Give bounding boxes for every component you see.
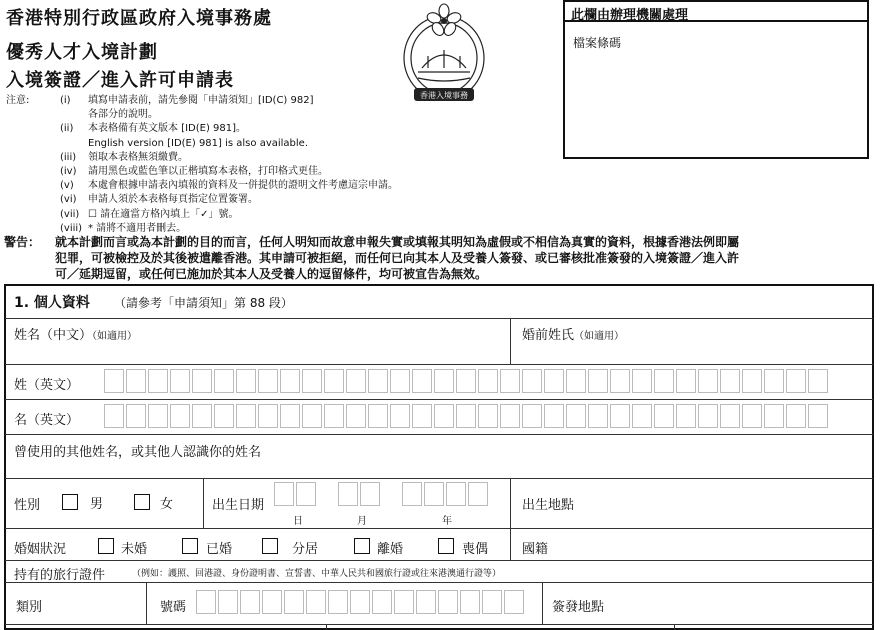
dob-cell[interactable]: [274, 482, 294, 506]
widowed-label: 喪偶: [462, 542, 489, 557]
row-divider: [5, 318, 873, 319]
character-cell[interactable]: [192, 404, 212, 428]
character-cell[interactable]: [522, 369, 542, 393]
character-cell[interactable]: [240, 590, 260, 614]
character-cell[interactable]: [412, 404, 432, 428]
dob-cell[interactable]: [446, 482, 466, 506]
document-number-field[interactable]: [196, 590, 526, 614]
dept-title: 香港特別行政區政府入境事務處: [6, 8, 272, 29]
column-divider: [674, 624, 675, 630]
character-cell[interactable]: [192, 369, 212, 393]
character-cell[interactable]: [566, 404, 586, 428]
character-cell[interactable]: [302, 369, 322, 393]
month-label: 月: [357, 516, 367, 527]
character-cell[interactable]: [394, 590, 414, 614]
note-item: (vi) 申請人須於本表格每頁指定位置簽署。: [60, 194, 258, 206]
character-cell[interactable]: [258, 369, 278, 393]
character-cell[interactable]: [302, 404, 322, 428]
dob-cell[interactable]: [338, 482, 358, 506]
column-divider: [146, 582, 147, 624]
character-cell[interactable]: [236, 404, 256, 428]
character-cell[interactable]: [390, 404, 410, 428]
character-cell[interactable]: [280, 404, 300, 428]
document-type-label: 類別: [16, 600, 43, 615]
character-cell[interactable]: [258, 404, 278, 428]
given-name-english-label: 名（英文）: [14, 413, 80, 428]
character-cell[interactable]: [720, 369, 740, 393]
character-cell[interactable]: [324, 369, 344, 393]
character-cell[interactable]: [654, 369, 674, 393]
female-checkbox[interactable]: [134, 494, 150, 510]
character-cell[interactable]: [654, 404, 674, 428]
dob-label: 出生日期: [212, 498, 265, 513]
character-cell[interactable]: [698, 369, 718, 393]
dob-year-field[interactable]: [402, 482, 490, 506]
character-cell[interactable]: [214, 369, 234, 393]
male-label: 男: [90, 497, 104, 512]
character-cell[interactable]: [328, 590, 348, 614]
surname-english-label: 姓（英文）: [14, 378, 80, 393]
column-divider: [510, 478, 511, 560]
female-label: 女: [160, 497, 174, 512]
column-divider: [542, 582, 543, 624]
file-barcode-label: 檔案條碼: [573, 36, 622, 50]
marital-status-label: 婚姻狀況: [14, 542, 67, 557]
character-cell[interactable]: [808, 369, 828, 393]
male-checkbox[interactable]: [62, 494, 78, 510]
character-cell[interactable]: [566, 369, 586, 393]
character-cell[interactable]: [368, 369, 388, 393]
character-cell[interactable]: [170, 369, 190, 393]
sex-label: 性別: [14, 498, 41, 513]
character-cell[interactable]: [368, 404, 388, 428]
character-cell[interactable]: [372, 590, 392, 614]
document-number-label: 號碼: [160, 600, 187, 615]
character-cell[interactable]: [764, 404, 784, 428]
place-of-birth-label: 出生地點: [522, 498, 575, 513]
surname-english-field[interactable]: [104, 369, 830, 393]
married-checkbox[interactable]: [182, 538, 198, 554]
character-cell[interactable]: [218, 590, 238, 614]
row-divider: [5, 582, 873, 583]
character-cell[interactable]: [306, 590, 326, 614]
character-cell[interactable]: [280, 369, 300, 393]
row-divider: [5, 528, 873, 529]
dob-cell[interactable]: [468, 482, 488, 506]
character-cell[interactable]: [610, 369, 630, 393]
character-cell[interactable]: [460, 590, 480, 614]
dob-day-field[interactable]: [274, 482, 318, 506]
place-of-issue-label: 簽發地點: [552, 600, 605, 615]
column-divider: [326, 624, 327, 630]
separated-checkbox[interactable]: [262, 538, 278, 554]
row-divider: [5, 560, 873, 561]
chinese-name-label: 姓名（中文）（如適用）: [14, 328, 138, 343]
separated-label: 分居: [292, 542, 319, 557]
character-cell[interactable]: [262, 590, 282, 614]
character-cell[interactable]: [500, 404, 520, 428]
character-cell[interactable]: [632, 404, 652, 428]
character-cell[interactable]: [478, 369, 498, 393]
warning-text: 就本計劃而言或為本計劃的目的而言，任何人明知而故意申報失實或填報其明知為虛假或不相信為真實的資料，根據香港法例即屬 犯罪，可被檢控及於其後被遣離香港。其申請可被拒絕，而任何已向其本人及受養人簽發、或已審核批准簽發的入境簽證／進入許 可／延期逗留，或任何已施加於其本人及受養人的逗留條件，均可被宣告為無效。: [55, 235, 740, 281]
note-item: (ii) 本表格備有英文版本 [ID(E) 981]。 English version [ID(E) 981] is also available.: [60, 123, 309, 149]
character-cell[interactable]: [478, 404, 498, 428]
note-item: (viii) * 請將不適用者刪去。: [60, 222, 187, 234]
office-use-box: [563, 0, 869, 159]
dob-month-field[interactable]: [338, 482, 382, 506]
character-cell[interactable]: [786, 369, 806, 393]
widowed-checkbox[interactable]: [438, 538, 454, 554]
notes-label: 注意:: [6, 95, 30, 106]
section-title: 1. 個人資料: [14, 295, 90, 311]
row-divider: [5, 434, 873, 435]
row-divider: [5, 624, 873, 625]
character-cell[interactable]: [742, 369, 762, 393]
character-cell[interactable]: [764, 369, 784, 393]
scheme-title: 優秀人才入境計劃: [6, 42, 158, 63]
immigration-emblem-icon: [398, 2, 490, 108]
dob-cell[interactable]: [296, 482, 316, 506]
form-title: 入境簽證／進入許可申請表: [6, 70, 234, 91]
character-cell[interactable]: [170, 404, 190, 428]
character-cell[interactable]: [456, 369, 476, 393]
character-cell[interactable]: [742, 404, 762, 428]
other-names-label: 曾使用的其他姓名，或其他人認識你的姓名: [14, 445, 262, 460]
character-cell[interactable]: [698, 404, 718, 428]
nationality-label: 國籍: [522, 542, 549, 557]
column-divider: [510, 318, 511, 364]
character-cell[interactable]: [786, 404, 806, 428]
character-cell[interactable]: [720, 404, 740, 428]
character-cell[interactable]: [324, 404, 344, 428]
character-cell[interactable]: [350, 590, 370, 614]
single-label: 未婚: [121, 542, 148, 557]
character-cell[interactable]: [148, 369, 168, 393]
note-item: (iv) 請用黑色或藍色筆以正楷填寫本表格，打印格式更佳。: [60, 166, 328, 178]
character-cell[interactable]: [214, 404, 234, 428]
character-cell[interactable]: [196, 590, 216, 614]
character-cell[interactable]: [438, 590, 458, 614]
character-cell[interactable]: [676, 404, 696, 428]
married-label: 已婚: [206, 542, 233, 557]
character-cell[interactable]: [126, 369, 146, 393]
character-cell[interactable]: [416, 590, 436, 614]
character-cell[interactable]: [482, 590, 502, 614]
divorced-label: 離婚: [377, 542, 404, 557]
note-item: (v) 本處會根據申請表內填報的資料及一併提供的證明文件考慮這宗申請。: [60, 180, 398, 192]
maiden-name-label: 婚前姓氏（如適用）: [522, 328, 625, 343]
character-cell[interactable]: [588, 404, 608, 428]
character-cell[interactable]: [284, 590, 304, 614]
character-cell[interactable]: [434, 404, 454, 428]
character-cell[interactable]: [588, 369, 608, 393]
character-cell[interactable]: [126, 404, 146, 428]
dob-cell[interactable]: [424, 482, 444, 506]
character-cell[interactable]: [504, 590, 524, 614]
single-checkbox[interactable]: [98, 538, 114, 554]
character-cell[interactable]: [522, 404, 542, 428]
character-cell[interactable]: [148, 404, 168, 428]
character-cell[interactable]: [500, 369, 520, 393]
character-cell[interactable]: [236, 369, 256, 393]
dob-cell[interactable]: [360, 482, 380, 506]
office-use-heading: 此欄由辦理機關處理: [565, 2, 867, 22]
character-cell[interactable]: [434, 369, 454, 393]
given-name-english-field[interactable]: [104, 404, 830, 428]
day-label: 日: [293, 516, 303, 527]
note-item: (i) 填寫申請表前，請先參閱「申請須知」[ID(C) 982] 各部分的說明。: [60, 95, 314, 121]
character-cell[interactable]: [544, 404, 564, 428]
note-item: (iii) 領取本表格無須繳費。: [60, 151, 188, 163]
character-cell[interactable]: [456, 404, 476, 428]
row-divider: [5, 364, 873, 365]
warning-label: 警告：: [4, 235, 41, 249]
row-divider: [5, 399, 873, 400]
character-cell[interactable]: [346, 404, 366, 428]
divorced-checkbox[interactable]: [354, 538, 370, 554]
character-cell[interactable]: [676, 369, 696, 393]
emblem-text: 香港入境事務: [420, 91, 468, 100]
character-cell[interactable]: [104, 404, 124, 428]
character-cell[interactable]: [610, 404, 630, 428]
character-cell[interactable]: [390, 369, 410, 393]
notes-list: [60, 94, 560, 236]
character-cell[interactable]: [544, 369, 564, 393]
character-cell[interactable]: [808, 404, 828, 428]
travel-document-label: 持有的旅行證件: [14, 568, 106, 583]
row-divider: [5, 478, 873, 479]
character-cell[interactable]: [346, 369, 366, 393]
character-cell[interactable]: [104, 369, 124, 393]
note-item: (vii) ☐ 請在適當方格內填上「✓」號。: [60, 208, 239, 220]
character-cell[interactable]: [412, 369, 432, 393]
column-divider: [203, 478, 204, 528]
character-cell[interactable]: [632, 369, 652, 393]
year-label: 年: [442, 516, 452, 527]
travel-document-examples: （例如：護照、回港證、身份證明書、宣誓書、中華人民共和國旅行證或往來港澳通行證等）: [132, 569, 502, 579]
section-reference: （請參考「申請須知」第 88 段）: [114, 296, 293, 310]
dob-cell[interactable]: [402, 482, 422, 506]
